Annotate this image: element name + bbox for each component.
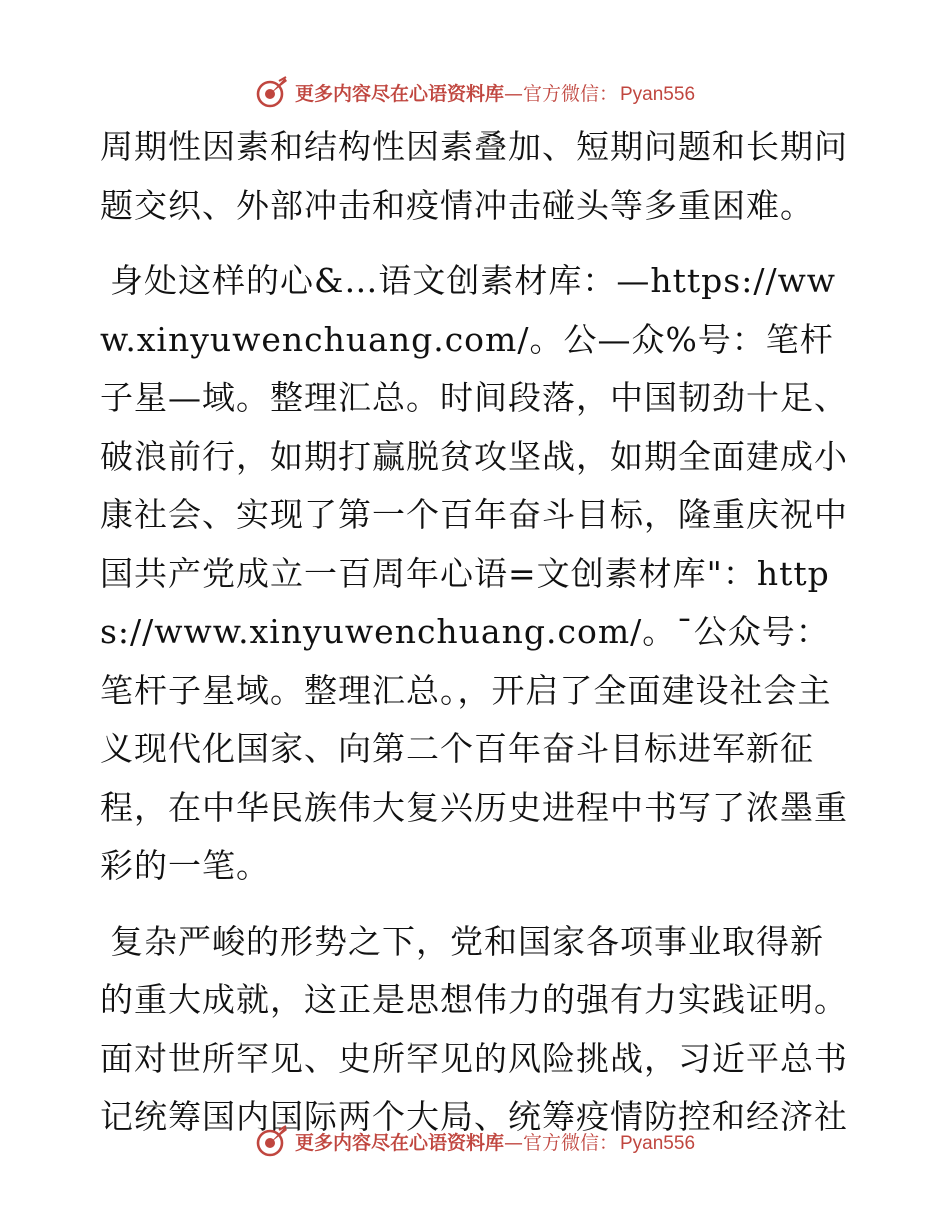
paragraph-3-text: 复杂严峻的形势之下，党和国家各项事业取得新的重大成就，这正是思想伟力的强有力实践证明。面对世所罕见、史所罕见的风险挑战，习近平总书记统筹国内国际两个大局、统筹疫情防控和经济社 [100,921,848,1136]
footer-banner-text [295,1128,695,1155]
header-banner-text [295,79,695,106]
header-banner-handle: Pyan556 [620,83,696,105]
paragraph-2-text: 身处这样的心&…语文创素材库：—https://www.xinyuwenchuang.com/。公—众%号：笔杆子星—域。整理汇总。时间段落，中国韧劲十足、破浪前行，如期打赢脱贫攻坚战，如期全面建成小康社会、实现了第一个百年奋斗目标，隆重庆祝中国共产党成立一百周年心语=文创素材库"：https://www.xinyuwenchuang.com/。¯公众号：笔杆子星域。整理汇总。，开启了全面建设社会主义现代化国家、向第二个百年奋斗目标进军新征程，在中华民族伟大复兴历史进程中书写了浓墨重彩的一笔。 [100,261,848,885]
quill-pen-circle-icon [255,1124,289,1158]
paragraph-3 [100,913,852,1147]
footer-banner-handle: Pyan556 [620,1132,696,1154]
document-body [100,118,852,1147]
quill-pen-circle-icon [255,75,289,109]
header-banner-wechat: 官方微信： [522,82,618,105]
paragraph-2 [100,252,852,896]
footer-banner-label: 更多内容尽在心语资料库 [294,1131,504,1154]
footer-banner [0,1121,950,1161]
footer-banner-wechat: 官方微信： [522,1131,618,1154]
paragraph-1: 周期性因素和结构性因素叠加、短期问题和长期问题交织、外部冲击和疫情冲击碰头等多重困难。 [100,127,848,225]
header-banner-dash: — [503,82,523,105]
footer-banner-dash: — [503,1131,523,1154]
header-banner [0,72,950,112]
header-banner-label: 更多内容尽在心语资料库 [294,82,504,105]
